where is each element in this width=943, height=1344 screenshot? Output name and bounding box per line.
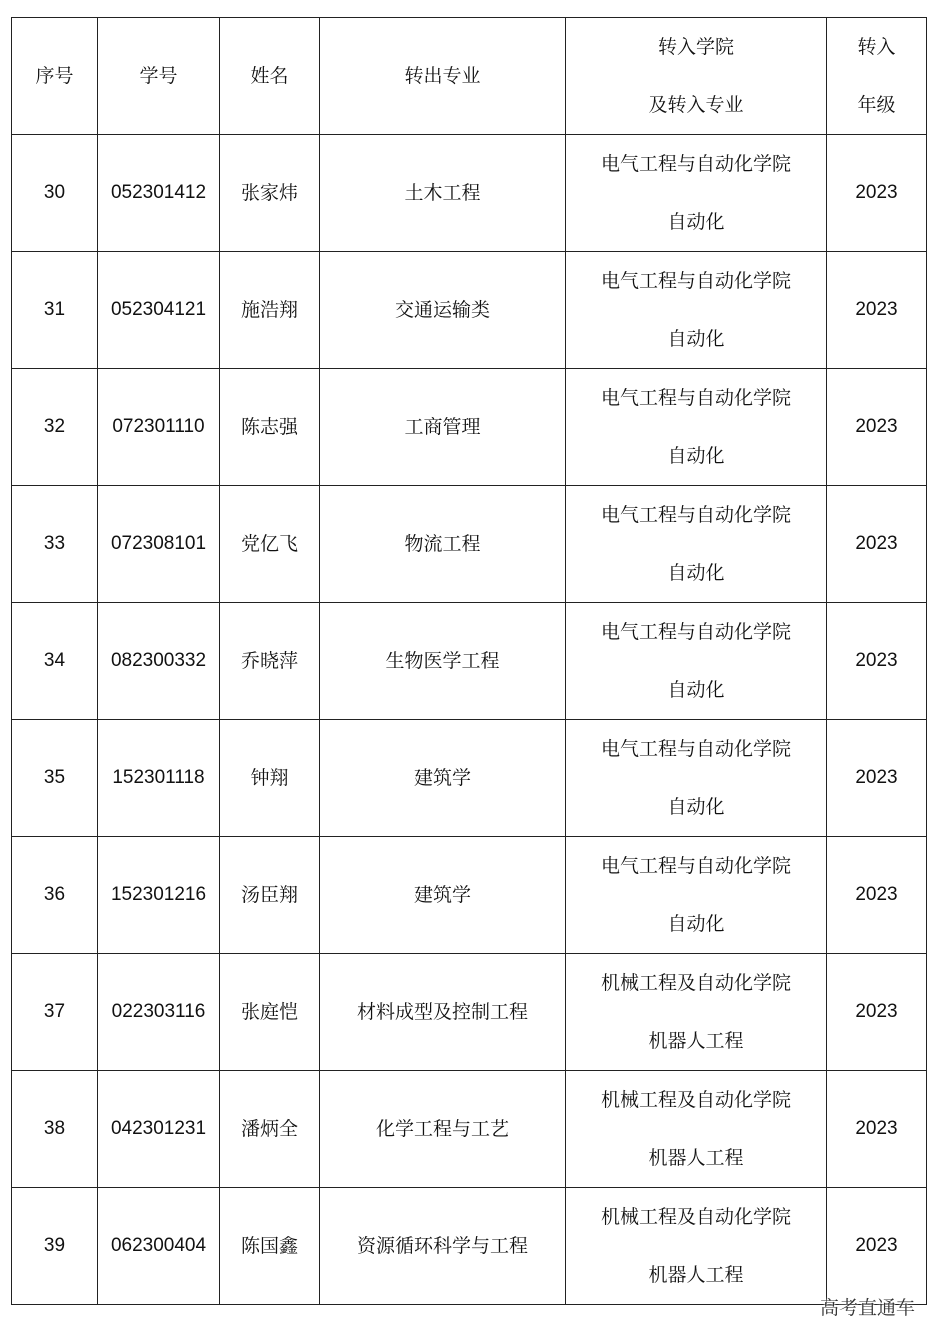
cell-to-college: 电气工程与自动化学院 bbox=[600, 387, 791, 409]
table-row bbox=[12, 369, 927, 486]
cell-to-major: 自动化 bbox=[667, 328, 725, 350]
cell-to-major: 机器人工程 bbox=[648, 1264, 744, 1286]
cell-seq: 38 bbox=[12, 1071, 98, 1188]
cell-grade: 2023 bbox=[827, 486, 927, 603]
cell-seq: 30 bbox=[12, 135, 98, 252]
cell-seq: 39 bbox=[12, 1188, 98, 1305]
cell-from-major: 建筑学 bbox=[320, 837, 566, 954]
cell-grade: 2023 bbox=[827, 252, 927, 369]
cell-seq: 35 bbox=[12, 720, 98, 837]
header-grade-line1: 转入 bbox=[857, 36, 896, 58]
cell-to-major: 自动化 bbox=[667, 211, 725, 233]
cell-grade: 2023 bbox=[827, 954, 927, 1071]
table-row bbox=[12, 252, 927, 369]
cell-student-id: 152301216 bbox=[98, 837, 220, 954]
cell-student-id: 062300404 bbox=[98, 1188, 220, 1305]
header-to-line1: 转入学院 bbox=[657, 36, 734, 58]
header-name: 姓名 bbox=[220, 18, 320, 135]
cell-grade: 2023 bbox=[827, 603, 927, 720]
cell-to-college-major bbox=[566, 252, 827, 369]
cell-to-major: 自动化 bbox=[667, 445, 725, 467]
table-row bbox=[12, 1188, 927, 1305]
cell-to-major: 自动化 bbox=[667, 679, 725, 701]
cell-grade: 2023 bbox=[827, 135, 927, 252]
cell-to-major: 自动化 bbox=[667, 562, 725, 584]
cell-student-id: 022303116 bbox=[98, 954, 220, 1071]
header-to-college-major bbox=[566, 18, 827, 135]
cell-seq: 31 bbox=[12, 252, 98, 369]
cell-to-college: 电气工程与自动化学院 bbox=[600, 738, 791, 760]
cell-to-college-major bbox=[566, 135, 827, 252]
cell-name: 陈志强 bbox=[220, 369, 320, 486]
cell-from-major: 材料成型及控制工程 bbox=[320, 954, 566, 1071]
cell-seq: 32 bbox=[12, 369, 98, 486]
header-grade-line2: 年级 bbox=[857, 94, 896, 116]
transfer-table bbox=[11, 17, 927, 1305]
cell-grade: 2023 bbox=[827, 837, 927, 954]
cell-student-id: 082300332 bbox=[98, 603, 220, 720]
header-from-major: 转出专业 bbox=[320, 18, 566, 135]
watermark: 高考直通车 bbox=[819, 1297, 915, 1319]
cell-to-college: 机械工程及自动化学院 bbox=[600, 972, 791, 994]
cell-student-id: 052304121 bbox=[98, 252, 220, 369]
cell-to-college: 电气工程与自动化学院 bbox=[600, 504, 791, 526]
cell-name: 张庭恺 bbox=[220, 954, 320, 1071]
table-header-row bbox=[12, 18, 927, 135]
table-row bbox=[12, 837, 927, 954]
table-row bbox=[12, 1071, 927, 1188]
cell-to-college: 电气工程与自动化学院 bbox=[600, 855, 791, 877]
cell-student-id: 042301231 bbox=[98, 1071, 220, 1188]
cell-seq: 37 bbox=[12, 954, 98, 1071]
table-row bbox=[12, 720, 927, 837]
cell-to-major: 机器人工程 bbox=[648, 1147, 744, 1169]
header-student-id: 学号 bbox=[98, 18, 220, 135]
cell-to-college-major bbox=[566, 369, 827, 486]
cell-from-major: 物流工程 bbox=[320, 486, 566, 603]
cell-from-major: 建筑学 bbox=[320, 720, 566, 837]
table-row bbox=[12, 135, 927, 252]
cell-to-college-major bbox=[566, 1071, 827, 1188]
cell-name: 潘炳全 bbox=[220, 1071, 320, 1188]
cell-name: 党亿飞 bbox=[220, 486, 320, 603]
cell-name: 陈国鑫 bbox=[220, 1188, 320, 1305]
cell-from-major: 交通运输类 bbox=[320, 252, 566, 369]
cell-from-major: 工商管理 bbox=[320, 369, 566, 486]
cell-to-college: 电气工程与自动化学院 bbox=[600, 270, 791, 292]
table-row bbox=[12, 486, 927, 603]
cell-student-id: 152301118 bbox=[98, 720, 220, 837]
cell-student-id: 072301110 bbox=[98, 369, 220, 486]
cell-seq: 36 bbox=[12, 837, 98, 954]
cell-to-college-major bbox=[566, 954, 827, 1071]
cell-student-id: 052301412 bbox=[98, 135, 220, 252]
cell-grade: 2023 bbox=[827, 720, 927, 837]
cell-to-college-major bbox=[566, 486, 827, 603]
cell-grade: 2023 bbox=[827, 1188, 927, 1305]
cell-to-major: 机器人工程 bbox=[648, 1030, 744, 1052]
cell-to-college-major bbox=[566, 720, 827, 837]
header-seq: 序号 bbox=[12, 18, 98, 135]
cell-grade: 2023 bbox=[827, 369, 927, 486]
cell-to-college: 电气工程与自动化学院 bbox=[600, 153, 791, 175]
cell-from-major: 土木工程 bbox=[320, 135, 566, 252]
cell-from-major: 化学工程与工艺 bbox=[320, 1071, 566, 1188]
cell-student-id: 072308101 bbox=[98, 486, 220, 603]
cell-to-major: 自动化 bbox=[667, 913, 725, 935]
cell-to-college: 电气工程与自动化学院 bbox=[600, 621, 791, 643]
cell-from-major: 资源循环科学与工程 bbox=[320, 1188, 566, 1305]
cell-name: 张家炜 bbox=[220, 135, 320, 252]
table-row bbox=[12, 603, 927, 720]
cell-to-college: 机械工程及自动化学院 bbox=[600, 1206, 791, 1228]
cell-to-college-major bbox=[566, 837, 827, 954]
cell-name: 乔晓萍 bbox=[220, 603, 320, 720]
header-to-line2: 及转入专业 bbox=[648, 94, 744, 116]
cell-to-college-major bbox=[566, 1188, 827, 1305]
table-row bbox=[12, 954, 927, 1071]
cell-from-major: 生物医学工程 bbox=[320, 603, 566, 720]
cell-grade: 2023 bbox=[827, 1071, 927, 1188]
cell-seq: 33 bbox=[12, 486, 98, 603]
cell-name: 汤臣翔 bbox=[220, 837, 320, 954]
cell-to-major: 自动化 bbox=[667, 796, 725, 818]
cell-seq: 34 bbox=[12, 603, 98, 720]
cell-to-college-major bbox=[566, 603, 827, 720]
header-grade bbox=[827, 18, 927, 135]
cell-to-college: 机械工程及自动化学院 bbox=[600, 1089, 791, 1111]
table-body bbox=[12, 18, 927, 1305]
cell-name: 施浩翔 bbox=[220, 252, 320, 369]
cell-name: 钟翔 bbox=[220, 720, 320, 837]
